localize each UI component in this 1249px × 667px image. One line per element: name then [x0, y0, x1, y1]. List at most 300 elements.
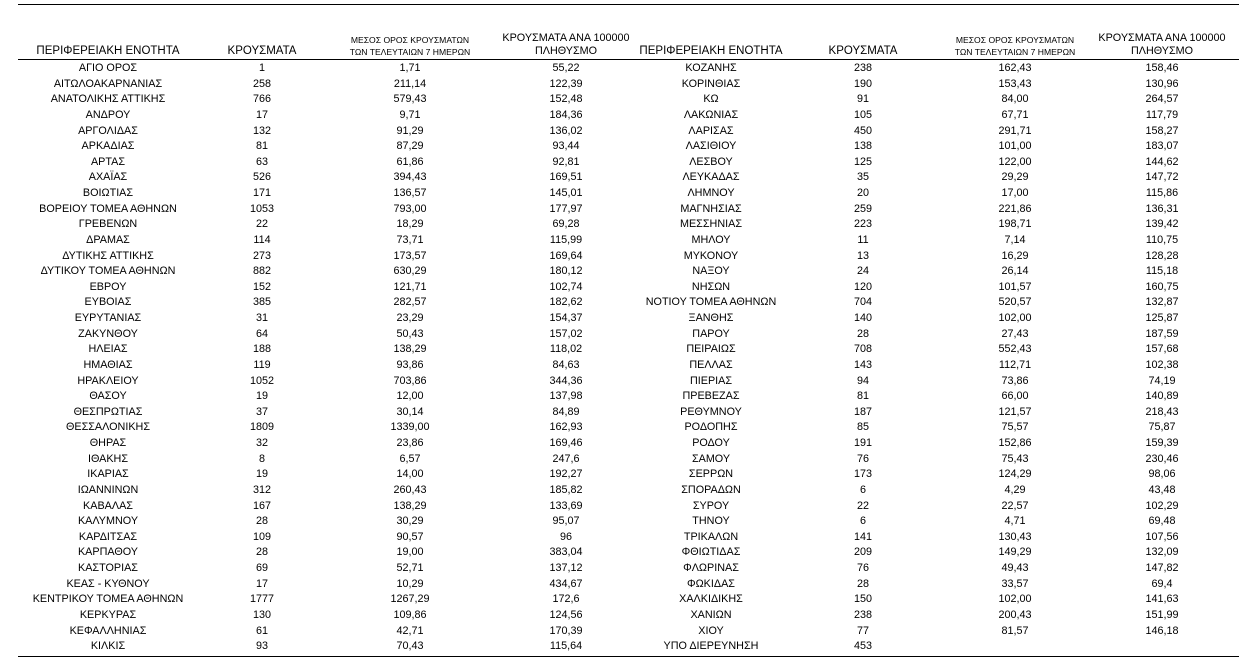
left-region-cell: ΘΕΣΣΑΛΟΝΙΚΗΣ [65, 421, 150, 434]
right-avg7-cell: 73,86 [1001, 374, 1029, 387]
left-per100k-cell: 177,97 [549, 202, 583, 215]
right-region-cell: ΝΟΤΙΟΥ ΤΟΜΕΑ ΑΘΗΝΩΝ [645, 296, 777, 309]
header-per100k-left-line1: ΚΡΟΥΣΜΑΤΑ ΑΝΑ 100000 [502, 32, 630, 44]
left-avg7-cell: 138,29 [393, 343, 427, 356]
left-region-cell: ΙΚΑΡΙΑΣ [87, 468, 129, 481]
left-per100k-cell: 169,51 [549, 171, 583, 184]
left-per100k-cell: 162,93 [549, 421, 583, 434]
right-avg7-cell: 153,43 [998, 77, 1032, 90]
right-cases-cell: 209 [853, 546, 872, 559]
table-row [0, 389, 1249, 405]
right-region-cell: ΚΟΡΙΝΘΙΑΣ [681, 77, 741, 90]
right-cases-cell: 81 [856, 390, 869, 403]
left-per100k-cell: 96 [559, 530, 572, 543]
left-cases-cell: 188 [252, 343, 271, 356]
left-avg7-cell: 121,71 [393, 280, 427, 293]
left-per100k-cell: 157,02 [549, 327, 583, 340]
left-region-cell: ΕΒΡΟΥ [89, 280, 127, 293]
left-per100k-cell: 180,12 [549, 265, 583, 278]
right-per100k-cell: 75,87 [1148, 421, 1176, 434]
right-per100k-cell: 140,89 [1145, 390, 1179, 403]
right-region-cell: ΜΑΓΝΗΣΙΑΣ [680, 202, 742, 215]
left-avg7-cell: 14,00 [396, 468, 424, 481]
table-row [0, 311, 1249, 327]
header-avg7-right-line1: ΜΕΣΟΣ ΟΡΟΣ ΚΡΟΥΣΜΑΤΩΝ [955, 35, 1075, 45]
left-cases-cell: 64 [255, 327, 268, 340]
left-cases-cell: 17 [255, 577, 268, 590]
left-region-cell: ΚΑΡΔΙΤΣΑΣ [78, 530, 138, 543]
table-row [0, 624, 1249, 640]
table-top-border [18, 4, 1239, 5]
left-per100k-cell: 55,22 [552, 62, 580, 74]
right-avg7-cell: 552,43 [998, 343, 1032, 356]
left-avg7-cell: 18,29 [396, 218, 424, 231]
left-avg7-cell: 50,43 [396, 327, 424, 340]
left-per100k-cell: 185,82 [549, 483, 583, 496]
left-region-cell: ΙΩΑΝΝΙΝΩΝ [77, 483, 139, 496]
right-per100k-cell: 187,59 [1145, 327, 1179, 340]
left-avg7-cell: 6,57 [399, 452, 421, 465]
left-cases-cell: 109 [252, 530, 271, 543]
right-cases-cell: 85 [856, 421, 869, 434]
left-cases-cell: 1809 [249, 421, 275, 434]
left-avg7-cell: 12,00 [396, 390, 424, 403]
table-row [0, 186, 1249, 202]
right-cases-cell: 105 [853, 108, 872, 121]
left-region-cell: ΑΡΓΟΛΙΔΑΣ [78, 124, 138, 137]
right-cases-cell: 20 [856, 187, 869, 199]
right-avg7-cell: 33,57 [1001, 577, 1029, 590]
table-row [0, 592, 1249, 608]
table-row [0, 405, 1249, 421]
left-avg7-cell: 1339,00 [390, 421, 430, 434]
left-cases-cell: 258 [252, 77, 271, 90]
left-region-cell: ΔΥΤΙΚΟΥ ΤΟΜΕΑ ΑΘΗΝΩΝ [40, 265, 176, 278]
left-cases-cell: 1 [258, 62, 265, 74]
left-per100k-cell: 118,02 [549, 343, 583, 356]
left-region-cell: ΚΕΑΣ - ΚΥΘΝΟΥ [66, 577, 150, 590]
left-avg7-cell: 61,86 [396, 155, 424, 168]
left-per100k-cell: 133,69 [549, 499, 583, 512]
right-avg7-cell: 221,86 [998, 202, 1032, 215]
right-avg7-cell: 4,29 [1004, 483, 1026, 496]
left-cases-cell: 171 [252, 187, 271, 199]
right-region-cell: ΠΕΙΡΑΙΩΣ [686, 343, 736, 356]
left-avg7-cell: 42,71 [396, 624, 424, 637]
table-row [0, 545, 1249, 561]
right-avg7-cell: 162,43 [998, 62, 1032, 74]
table-row [0, 561, 1249, 577]
left-avg7-cell: 1,71 [399, 62, 421, 74]
left-region-cell: ΕΥΡΥΤΑΝΙΑΣ [74, 312, 142, 324]
left-avg7-cell: 30,14 [396, 405, 424, 418]
left-region-cell: ΔΥΤΙΚΗΣ ΑΤΤΙΚΗΣ [62, 249, 154, 262]
right-region-cell: ΛΕΥΚΑΔΑΣ [682, 171, 740, 184]
right-cases-cell: 191 [853, 437, 872, 449]
table-row [0, 264, 1249, 280]
right-region-cell: ΛΑΣΙΘΙΟΥ [685, 140, 737, 153]
left-avg7-cell: 394,43 [393, 171, 427, 184]
left-region-cell: ΑΧΑΪΑΣ [88, 171, 128, 184]
left-cases-cell: 1053 [249, 202, 275, 215]
left-cases-cell: 37 [255, 405, 268, 418]
left-avg7-cell: 90,57 [396, 530, 424, 543]
right-avg7-cell: 520,57 [998, 296, 1032, 309]
left-avg7-cell: 1267,29 [390, 593, 430, 606]
left-cases-cell: 28 [255, 515, 268, 528]
right-avg7-cell: 66,00 [1001, 390, 1029, 403]
left-per100k-cell: 102,74 [549, 280, 583, 293]
right-cases-cell: 173 [853, 468, 872, 481]
left-region-cell: ΗΡΑΚΛΕΙΟΥ [77, 374, 139, 387]
right-per100k-cell: 144,62 [1145, 155, 1179, 168]
left-avg7-cell: 30,29 [396, 515, 424, 528]
right-region-cell: ΠΙΕΡΙΑΣ [689, 374, 733, 387]
right-region-cell: ΠΡΕΒΕΖΑΣ [682, 390, 740, 403]
table-row [0, 639, 1249, 655]
right-region-cell: ΣΑΜΟΥ [691, 452, 731, 465]
table-row [0, 280, 1249, 296]
left-cases-cell: 882 [252, 265, 271, 278]
left-region-cell: ΙΘΑΚΗΣ [87, 452, 129, 465]
right-per100k-cell: 102,38 [1145, 358, 1179, 371]
left-avg7-cell: 19,00 [396, 546, 424, 559]
left-avg7-cell: 211,14 [393, 77, 427, 90]
right-cases-cell: 238 [853, 608, 872, 621]
right-avg7-cell: 29,29 [1001, 171, 1029, 184]
left-region-cell: ΔΡΑΜΑΣ [86, 233, 130, 246]
left-cases-cell: 17 [255, 108, 268, 121]
left-per100k-cell: 92,81 [552, 155, 580, 168]
right-avg7-cell: 149,29 [998, 546, 1032, 559]
right-region-cell: ΣΕΡΡΩΝ [688, 468, 734, 481]
left-avg7-cell: 793,00 [393, 202, 427, 215]
right-cases-cell: 76 [856, 452, 869, 465]
left-per100k-cell: 84,63 [552, 358, 580, 371]
right-per100k-cell: 151,99 [1145, 608, 1179, 621]
left-region-cell: ΑΝΑΤΟΛΙΚΗΣ ΑΤΤΙΚΗΣ [50, 93, 166, 106]
left-region-cell: ΚΑΛΥΜΝΟΥ [77, 515, 139, 528]
right-region-cell: ΝΗΣΩΝ [691, 280, 731, 293]
right-region-cell: ΤΡΙΚΑΛΩΝ [683, 530, 739, 543]
left-avg7-cell: 23,29 [396, 312, 424, 324]
left-region-cell: ΗΜΑΘΙΑΣ [83, 358, 133, 371]
right-avg7-cell: 75,43 [1001, 452, 1029, 465]
left-avg7-cell: 87,29 [396, 140, 424, 153]
left-cases-cell: 22 [255, 218, 268, 231]
left-region-cell: ΖΑΚΥΝΘΟΥ [78, 327, 138, 340]
right-cases-cell: 704 [853, 296, 872, 309]
left-cases-cell: 63 [255, 155, 268, 168]
right-per100k-cell: 43,48 [1148, 483, 1176, 496]
left-cases-cell: 8 [258, 452, 265, 465]
right-region-cell: ΣΠΟΡΑΔΩΝ [681, 483, 741, 496]
header-per100k-right-line1: ΚΡΟΥΣΜΑΤΑ ΑΝΑ 100000 [1098, 32, 1226, 44]
table-row [0, 530, 1249, 546]
right-region-cell: ΛΕΣΒΟΥ [689, 155, 733, 168]
right-per100k-cell: 74,19 [1148, 374, 1176, 387]
right-region-cell: ΜΕΣΣΗΝΙΑΣ [679, 218, 742, 231]
right-region-cell: ΚΩ [703, 93, 719, 106]
left-per100k-cell: 124,56 [549, 608, 583, 621]
left-cases-cell: 152 [252, 280, 271, 293]
right-cases-cell: 76 [856, 562, 869, 574]
left-cases-cell: 385 [252, 296, 271, 309]
table-row [0, 374, 1249, 390]
left-region-cell: ΚΑΡΠΑΘΟΥ [77, 546, 139, 559]
left-cases-cell: 31 [255, 312, 268, 324]
right-region-cell: ΧΙΟΥ [698, 624, 724, 637]
table-row [0, 420, 1249, 436]
right-per100k-cell: 125,87 [1145, 312, 1179, 324]
left-region-cell: ΘΗΡΑΣ [89, 437, 127, 449]
left-per100k-cell: 247,6 [552, 452, 580, 465]
left-cases-cell: 132 [252, 124, 271, 137]
right-per100k-cell: 264,57 [1145, 93, 1179, 106]
right-region-cell: ΧΑΛΚΙΔΙΚΗΣ [679, 593, 743, 606]
table-row [0, 327, 1249, 343]
right-region-cell: ΞΑΝΘΗΣ [688, 312, 734, 324]
right-per100k-cell: 160,75 [1145, 280, 1179, 293]
left-region-cell: ΚΙΛΚΙΣ [90, 640, 126, 653]
right-per100k-cell: 147,72 [1145, 171, 1179, 184]
right-avg7-cell: 102,00 [998, 312, 1032, 324]
right-region-cell: ΦΛΩΡΙΝΑΣ [683, 562, 739, 574]
left-avg7-cell: 173,57 [393, 249, 427, 262]
right-region-cell: ΥΠΟ ΔΙΕΡΕΥΝΗΣΗ [663, 640, 759, 653]
table-row [0, 577, 1249, 593]
left-per100k-cell: 152,48 [549, 93, 583, 106]
right-cases-cell: 77 [856, 624, 869, 637]
right-region-cell: ΛΗΜΝΟΥ [687, 187, 735, 199]
left-region-cell: ΚΕΡΚΥΡΑΣ [79, 608, 137, 621]
left-per100k-cell: 154,37 [549, 312, 583, 324]
right-cases-cell: 125 [853, 155, 872, 168]
right-avg7-cell: 122,00 [998, 155, 1032, 168]
right-avg7-cell: 112,71 [998, 358, 1032, 371]
left-cases-cell: 167 [252, 499, 271, 512]
header-avg7-left-line2: ΤΩΝ ΤΕΛΕΥΤΑΙΩΝ 7 ΗΜΕΡΩΝ [349, 47, 471, 57]
right-per100k-cell: 128,28 [1145, 249, 1179, 262]
right-region-cell: ΜΗΛΟΥ [691, 233, 731, 246]
right-per100k-cell: 141,63 [1145, 593, 1179, 606]
left-per100k-cell: 95,07 [552, 515, 580, 528]
table-row [0, 202, 1249, 218]
left-avg7-cell: 579,43 [393, 93, 427, 106]
left-per100k-cell: 172,6 [552, 593, 580, 606]
table-row [0, 452, 1249, 468]
right-region-cell: ΠΑΡΟΥ [692, 327, 730, 340]
right-avg7-cell: 4,71 [1004, 515, 1026, 528]
right-avg7-cell: 121,57 [998, 405, 1032, 418]
right-per100k-cell: 146,18 [1145, 624, 1179, 637]
left-avg7-cell: 23,86 [396, 437, 424, 449]
right-per100k-cell: 115,86 [1145, 187, 1179, 199]
left-region-cell: ΑΙΤΩΛΟΑΚΑΡΝΑΝΙΑΣ [53, 77, 163, 90]
left-cases-cell: 766 [252, 93, 271, 106]
header-bottom-border [18, 59, 1239, 60]
table-row [0, 77, 1249, 93]
left-avg7-cell: 282,57 [393, 296, 427, 309]
left-per100k-cell: 145,01 [549, 187, 583, 199]
left-avg7-cell: 630,29 [393, 265, 427, 278]
left-cases-cell: 19 [255, 468, 268, 481]
table-row [0, 61, 1249, 77]
right-cases-cell: 141 [853, 530, 872, 543]
right-cases-cell: 11 [857, 233, 869, 246]
left-avg7-cell: 73,71 [396, 233, 424, 246]
header-per100k-right-line2: ΠΛΗΘΥΣΜΟ [1130, 45, 1194, 57]
left-per100k-cell: 84,89 [552, 405, 580, 418]
left-per100k-cell: 169,64 [549, 249, 583, 262]
right-avg7-cell: 75,57 [1001, 421, 1029, 434]
right-per100k-cell: 158,46 [1145, 62, 1179, 74]
right-cases-cell: 187 [853, 405, 872, 418]
right-cases-cell: 138 [853, 140, 872, 153]
table-row [0, 295, 1249, 311]
right-cases-cell: 94 [856, 374, 869, 387]
left-per100k-cell: 136,02 [549, 124, 583, 137]
right-cases-cell: 28 [856, 577, 869, 590]
table-row [0, 233, 1249, 249]
right-avg7-cell: 16,29 [1001, 249, 1029, 262]
header-cases-left: ΚΡΟΥΣΜΑΤΑ [227, 45, 297, 57]
table-row [0, 155, 1249, 171]
left-avg7-cell: 70,43 [396, 640, 424, 653]
right-region-cell: ΡΟΔΟΠΗΣ [684, 421, 738, 434]
right-per100k-cell: 139,42 [1145, 218, 1179, 231]
right-per100k-cell: 130,96 [1145, 77, 1179, 90]
right-per100k-cell: 117,79 [1145, 108, 1179, 121]
right-cases-cell: 238 [853, 62, 872, 74]
left-region-cell: ΘΕΣΠΡΩΤΙΑΣ [73, 405, 143, 418]
table-row [0, 217, 1249, 233]
left-per100k-cell: 344,36 [549, 374, 583, 387]
left-per100k-cell: 383,04 [549, 546, 583, 559]
right-avg7-cell: 101,57 [998, 280, 1032, 293]
right-avg7-cell: 27,43 [1001, 327, 1029, 340]
header-per100k-left-line2: ΠΛΗΘΥΣΜΟ [534, 45, 598, 57]
left-region-cell: ΒΟΡΕΙΟΥ ΤΟΜΕΑ ΑΘΗΝΩΝ [39, 202, 177, 215]
left-per100k-cell: 192,27 [549, 468, 583, 481]
left-avg7-cell: 703,86 [393, 374, 427, 387]
table-row [0, 342, 1249, 358]
right-region-cell: ΡΟΔΟΥ [692, 437, 730, 449]
right-region-cell: ΚΟΖΑΝΗΣ [685, 62, 737, 74]
left-avg7-cell: 109,86 [393, 608, 427, 621]
left-region-cell: ΚΕΝΤΡΙΚΟΥ ΤΟΜΕΑ ΑΘΗΝΩΝ [32, 593, 184, 606]
right-cases-cell: 35 [856, 171, 869, 184]
header-region-left: ΠΕΡΙΦΕΡΕΙΑΚΗ ΕΝΟΤΗΤΑ [36, 45, 180, 57]
left-region-cell: ΑΡΚΑΔΙΑΣ [81, 140, 135, 153]
right-cases-cell: 259 [853, 202, 872, 215]
right-cases-cell: 150 [853, 593, 872, 606]
right-region-cell: ΜΥΚΟΝΟΥ [683, 249, 739, 262]
right-region-cell: ΡΕΘΥΜΝΟΥ [680, 405, 742, 418]
left-cases-cell: 119 [253, 358, 271, 371]
left-cases-cell: 1777 [249, 593, 275, 606]
table-row [0, 467, 1249, 483]
right-per100k-cell: 102,29 [1145, 499, 1179, 512]
left-region-cell: ΘΑΣΟΥ [89, 390, 127, 403]
right-avg7-cell: 49,43 [1001, 562, 1029, 574]
right-avg7-cell: 81,57 [1001, 624, 1029, 637]
header-cases-right: ΚΡΟΥΣΜΑΤΑ [828, 45, 898, 57]
right-avg7-cell: 102,00 [998, 593, 1032, 606]
right-cases-cell: 223 [853, 218, 872, 231]
table-row [0, 499, 1249, 515]
left-avg7-cell: 10,29 [396, 577, 424, 590]
left-per100k-cell: 115,99 [549, 233, 583, 246]
left-region-cell: ΕΥΒΟΙΑΣ [84, 296, 132, 309]
table-row [0, 608, 1249, 624]
table-row [0, 436, 1249, 452]
right-avg7-cell: 124,29 [998, 468, 1032, 481]
right-cases-cell: 91 [856, 93, 869, 106]
left-cases-cell: 312 [252, 483, 271, 496]
left-per100k-cell: 115,64 [549, 640, 583, 653]
left-cases-cell: 1052 [249, 374, 275, 387]
right-per100k-cell: 159,39 [1145, 437, 1179, 449]
left-cases-cell: 69 [255, 562, 268, 574]
left-region-cell: ΑΡΤΑΣ [90, 155, 126, 168]
table-row [0, 139, 1249, 155]
right-per100k-cell: 157,68 [1145, 343, 1179, 356]
left-per100k-cell: 169,46 [549, 437, 583, 449]
right-cases-cell: 24 [856, 265, 869, 278]
left-region-cell: ΗΛΕΙΑΣ [88, 343, 128, 356]
right-per100k-cell: 183,07 [1145, 140, 1179, 153]
right-per100k-cell: 110,75 [1145, 233, 1179, 246]
header-avg7-right-line2: ΤΩΝ ΤΕΛΕΥΤΑΙΩΝ 7 ΗΜΕΡΩΝ [954, 47, 1076, 57]
left-cases-cell: 130 [252, 608, 271, 621]
header-region-right: ΠΕΡΙΦΕΡΕΙΑΚΗ ΕΝΟΤΗΤΑ [639, 45, 783, 57]
right-per100k-cell: 218,43 [1145, 405, 1179, 418]
right-region-cell: ΛΑΡΙΣΑΣ [688, 124, 734, 137]
left-avg7-cell: 93,86 [396, 358, 424, 371]
table-row [0, 483, 1249, 499]
left-region-cell: ΚΕΦΑΛΛΗΝΙΑΣ [69, 624, 147, 637]
right-avg7-cell: 291,71 [998, 124, 1032, 137]
right-region-cell: ΝΑΞΟΥ [692, 265, 730, 278]
right-per100k-cell: 115,18 [1145, 265, 1179, 278]
right-cases-cell: 190 [853, 77, 872, 90]
table-row [0, 514, 1249, 530]
table-row [0, 92, 1249, 108]
right-per100k-cell: 158,27 [1145, 124, 1179, 137]
left-per100k-cell: 184,36 [549, 108, 583, 121]
left-cases-cell: 93 [255, 640, 268, 653]
right-avg7-cell: 7,14 [1004, 233, 1026, 246]
left-cases-cell: 114 [253, 233, 271, 246]
right-per100k-cell: 69,4 [1151, 577, 1173, 590]
left-cases-cell: 81 [255, 140, 268, 153]
right-cases-cell: 708 [853, 343, 872, 356]
right-per100k-cell: 132,87 [1145, 296, 1179, 309]
left-cases-cell: 19 [255, 390, 268, 403]
right-cases-cell: 450 [853, 124, 872, 137]
left-per100k-cell: 434,67 [549, 577, 583, 590]
right-avg7-cell: 101,00 [998, 140, 1032, 153]
right-cases-cell: 140 [853, 312, 872, 324]
left-avg7-cell: 52,71 [396, 562, 424, 574]
left-cases-cell: 32 [255, 437, 268, 449]
table-body [0, 61, 1249, 655]
left-region-cell: ΑΝΔΡΟΥ [85, 108, 131, 121]
right-avg7-cell: 22,57 [1001, 499, 1029, 512]
right-region-cell: ΧΑΝΙΩΝ [690, 608, 732, 621]
left-per100k-cell: 69,28 [552, 218, 580, 231]
